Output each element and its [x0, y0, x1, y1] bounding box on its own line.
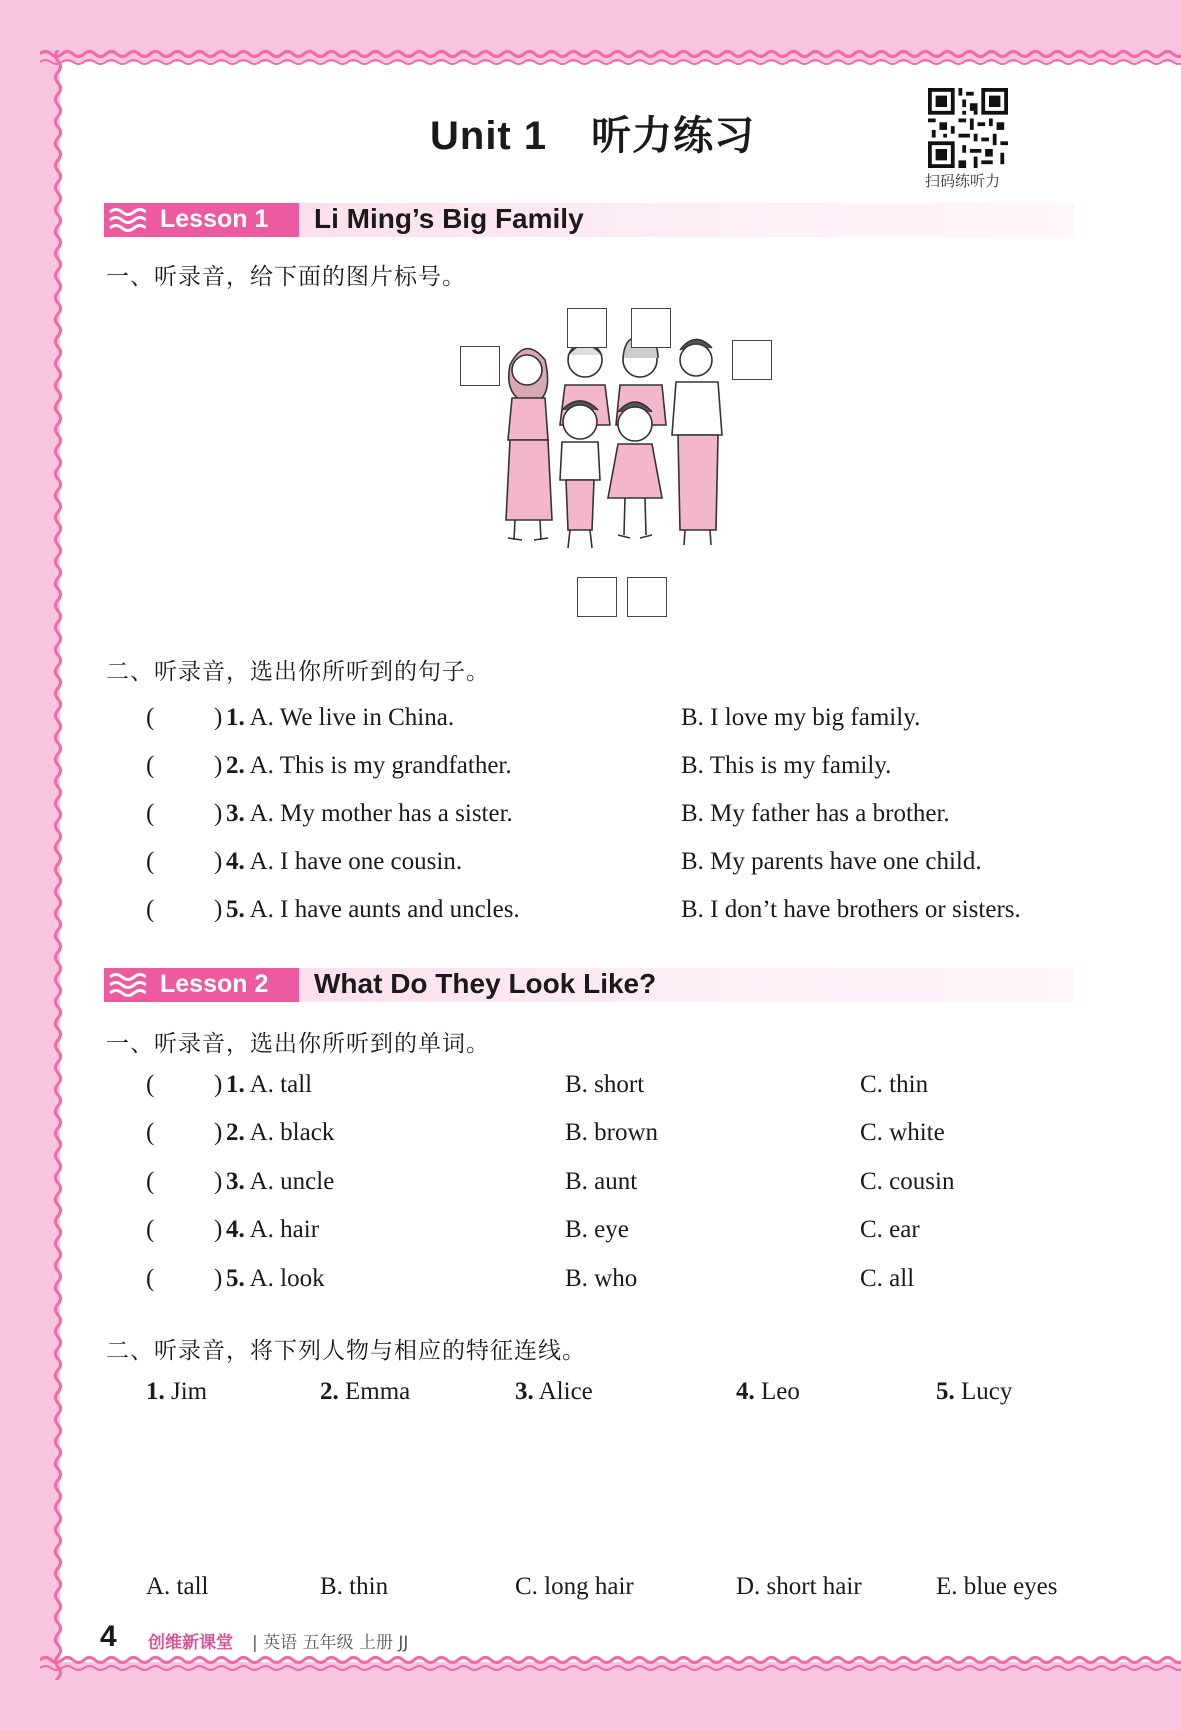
- option-b: B. aunt: [565, 1168, 638, 1195]
- question-number: 2.: [226, 752, 245, 779]
- question-number: 4.: [226, 848, 245, 875]
- answer-paren-close: ): [214, 1216, 223, 1243]
- lesson1-part1-heading: 一、听录音，给下面的图片标号。: [106, 264, 466, 290]
- answer-paren-close: ): [214, 848, 223, 875]
- answer-paren-close: ): [214, 704, 223, 731]
- picture-label-box-girl[interactable]: [627, 577, 667, 617]
- feature-long-hair[interactable]: C. long hair: [515, 1573, 634, 1600]
- question-number: 4.: [226, 1216, 245, 1243]
- option-c: C. white: [860, 1119, 945, 1146]
- answer-paren-close: ): [214, 1265, 223, 1292]
- lesson2-title: What Do They Look Like?: [314, 968, 657, 999]
- answer-paren-close: ): [214, 1168, 223, 1195]
- person-alice[interactable]: [515, 1378, 593, 1406]
- answer-paren-close: ): [214, 752, 223, 779]
- answer-paren-open: (: [146, 1265, 155, 1292]
- answer-paren-open: (: [146, 752, 155, 779]
- option-c: C. all: [860, 1265, 915, 1292]
- feature-blue-eyes[interactable]: E. blue eyes: [936, 1573, 1058, 1600]
- page-number: 4: [100, 1620, 117, 1653]
- feature-thin[interactable]: B. thin: [320, 1573, 389, 1600]
- option-b: B. I don’t have brothers or sisters.: [681, 896, 1021, 923]
- option-a: A. I have aunts and uncles.: [249, 896, 520, 923]
- person-leo[interactable]: [736, 1378, 800, 1406]
- person-number: 5.: [936, 1378, 955, 1405]
- option-c: C. ear: [860, 1216, 920, 1243]
- question-number: 3.: [226, 800, 245, 827]
- option-a: A. look: [249, 1265, 325, 1292]
- lesson2-label: Lesson 2: [160, 970, 269, 998]
- answer-paren-close: ): [214, 896, 223, 923]
- person-number: 3.: [515, 1378, 534, 1405]
- option-b: B. This is my family.: [681, 752, 892, 779]
- option-c: C. thin: [860, 1071, 929, 1098]
- lesson2-part2-heading: 二、听录音，将下列人物与相应的特征连线。: [106, 1338, 586, 1364]
- person-jim[interactable]: [146, 1378, 207, 1406]
- answer-paren-open: (: [146, 1216, 155, 1243]
- answer-paren-open: (: [146, 704, 155, 731]
- answer-paren-open: (: [146, 1071, 155, 1098]
- picture-label-box-mother[interactable]: [460, 346, 500, 386]
- option-b: B. eye: [565, 1216, 629, 1243]
- person-number: 2.: [320, 1378, 339, 1405]
- person-name: Emma: [345, 1378, 411, 1405]
- lesson2-part1-heading: 一、听录音，选出你所听到的单词。: [106, 1031, 490, 1057]
- lesson1-label: Lesson 1: [160, 205, 269, 233]
- question-number: 3.: [226, 1168, 245, 1195]
- person-lucy[interactable]: [936, 1378, 1012, 1406]
- lesson1-title: Li Ming’s Big Family: [314, 203, 584, 234]
- answer-paren-close: ): [214, 800, 223, 827]
- unit-label: Unit 1: [430, 114, 548, 158]
- option-a: A. hair: [249, 1216, 320, 1243]
- option-a: A. We live in China.: [249, 704, 455, 731]
- question-number: 2.: [226, 1119, 245, 1146]
- wavy-border-left: [44, 50, 74, 1680]
- qr-code[interactable]: [928, 88, 1008, 168]
- option-a: A. I have one cousin.: [249, 848, 463, 875]
- question-number: 5.: [226, 896, 245, 923]
- lesson2-header: [104, 968, 1074, 1002]
- person-name: Leo: [761, 1378, 800, 1405]
- footer-info: | 英语 五年级 上册 JJ: [252, 1633, 409, 1653]
- picture-label-box-grandpa[interactable]: [567, 308, 607, 348]
- answer-paren-close: ): [214, 1119, 223, 1146]
- option-b: B. who: [565, 1265, 638, 1292]
- picture-label-box-boy[interactable]: [577, 577, 617, 617]
- page-title: [430, 104, 755, 161]
- lesson2-tag: [104, 968, 299, 1002]
- question-number: 1.: [226, 1071, 245, 1098]
- person-number: 4.: [736, 1378, 755, 1405]
- question-number: 5.: [226, 1265, 245, 1292]
- option-b: B. I love my big family.: [681, 704, 921, 731]
- wave-icon: [108, 206, 146, 234]
- option-a: A. My mother has a sister.: [249, 800, 513, 827]
- feature-tall[interactable]: A. tall: [146, 1573, 209, 1600]
- option-a: A. uncle: [249, 1168, 335, 1195]
- option-a: A. tall: [249, 1071, 313, 1098]
- wavy-border-bottom: [40, 1650, 1181, 1680]
- wave-icon: [108, 971, 146, 999]
- footer-brand: 创维新课堂: [148, 1633, 233, 1653]
- feature-short-hair[interactable]: D. short hair: [736, 1573, 862, 1600]
- lesson1-part2-heading: 二、听录音，选出你所听到的句子。: [106, 659, 490, 685]
- answer-paren-open: (: [146, 848, 155, 875]
- person-name: Alice: [538, 1378, 593, 1405]
- lesson1-header: [104, 203, 1074, 237]
- answer-paren-open: (: [146, 1119, 155, 1146]
- picture-label-box-father[interactable]: [732, 340, 772, 380]
- qr-caption: 扫码练听力: [925, 172, 1001, 190]
- answer-paren-open: (: [146, 1168, 155, 1195]
- title-subtitle: 听力练习: [591, 114, 756, 158]
- option-b: B. My parents have one child.: [681, 848, 982, 875]
- person-emma[interactable]: [320, 1378, 410, 1406]
- person-name: Lucy: [961, 1378, 1013, 1405]
- option-c: C. cousin: [860, 1168, 955, 1195]
- option-b: B. My father has a brother.: [681, 800, 950, 827]
- question-number: 1.: [226, 704, 245, 731]
- option-a: A. black: [249, 1119, 335, 1146]
- wavy-border-top: [40, 40, 1181, 74]
- lesson1-tag: [104, 203, 299, 237]
- family-illustration: [490, 330, 740, 560]
- option-b: B. brown: [565, 1119, 659, 1146]
- answer-paren-open: (: [146, 800, 155, 827]
- person-name: Jim: [171, 1378, 208, 1405]
- answer-paren-close: ): [214, 1071, 223, 1098]
- option-b: B. short: [565, 1071, 645, 1098]
- person-number: 1.: [146, 1378, 165, 1405]
- option-a: A. This is my grandfather.: [249, 752, 512, 779]
- answer-paren-open: (: [146, 896, 155, 923]
- picture-label-box-grandma[interactable]: [631, 308, 671, 348]
